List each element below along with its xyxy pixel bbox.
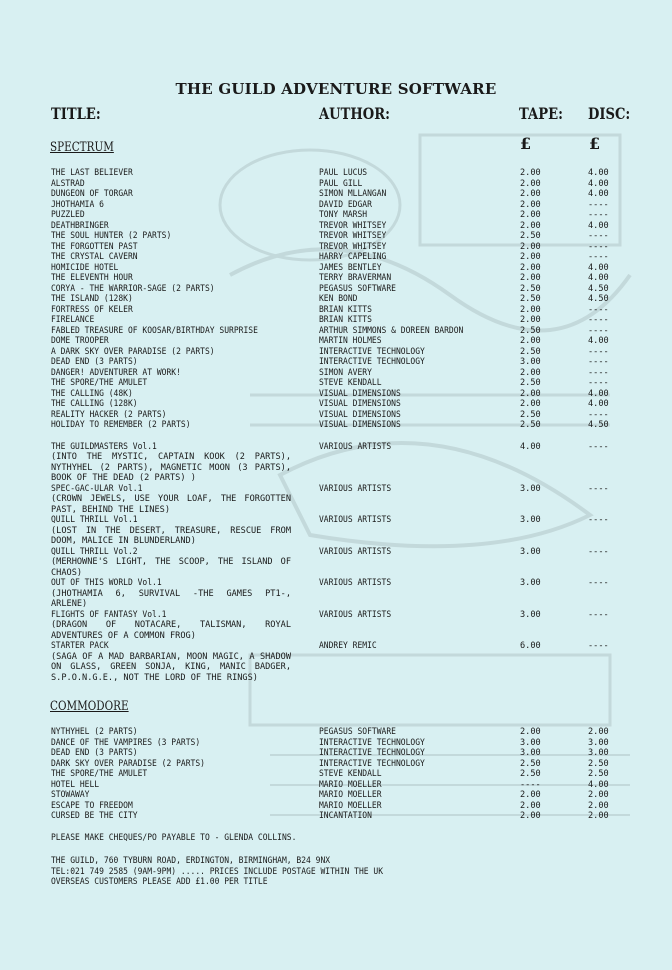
table-row	[0, 326, 672, 337]
disc-price: 2.00	[588, 811, 609, 821]
disc-price: ----	[588, 199, 609, 210]
game-title: CORYA - THE WARRIOR-SAGE (2 PARTS)	[51, 283, 215, 294]
tape-price: 2.00	[520, 262, 541, 273]
table-row	[0, 357, 672, 368]
game-title: FORTRESS OF KELER	[51, 304, 133, 315]
tape-price: 2.50	[520, 409, 541, 420]
address-text: THE GUILD, 760 TYBURN ROAD, ERDINGTON, BIRMINGHAM, B24 9NX	[51, 856, 331, 866]
disc-price: ----	[588, 409, 609, 420]
page-title: THE GUILD ADVENTURE SOFTWARE	[175, 80, 497, 98]
tape-price: 4.00	[520, 441, 541, 452]
table-row	[0, 336, 672, 347]
table-row	[0, 547, 672, 558]
game-author: TREVOR WHITSEY	[319, 220, 387, 231]
tape-price: 6.00	[520, 641, 541, 651]
game-author: MARIO MOELLER	[319, 779, 382, 790]
game-author: KEN BOND	[319, 294, 358, 304]
disc-price: 4.00	[588, 399, 609, 409]
disc-price: 4.00	[588, 779, 609, 790]
game-author: JAMES BENTLEY	[319, 262, 382, 273]
tape-price: 2.00	[520, 388, 541, 399]
game-title: DANCE OF THE VAMPIRES (3 PARTS)	[51, 737, 201, 748]
disc-price: ----	[588, 578, 609, 588]
column-header-disc: DISC:	[588, 104, 631, 123]
disc-price: ----	[588, 210, 609, 220]
game-title: NYTHYHEL (2 PARTS)	[51, 727, 138, 737]
contact-block	[51, 856, 408, 888]
disc-price: 4.50	[588, 294, 609, 304]
cheque-note	[51, 833, 315, 844]
game-author: INCANTATION	[319, 811, 372, 821]
disc-price: 3.00	[588, 748, 609, 758]
game-author: VARIOUS ARTISTS	[319, 515, 392, 525]
game-title: SPEC-GAC-ULAR Vol.1	[51, 483, 143, 494]
disc-price: 2.50	[588, 758, 609, 769]
disc-price: ----	[588, 241, 609, 252]
game-title: OUT OF THIS WORLD Vol.1	[51, 578, 162, 588]
table-row	[0, 221, 672, 232]
table-row	[0, 769, 672, 780]
game-title: ALSTRAD	[51, 178, 85, 189]
game-author: STEVE KENDALL	[319, 378, 382, 388]
table-row	[0, 801, 672, 812]
table-row	[0, 263, 672, 274]
tape-price: 2.50	[520, 283, 541, 294]
tape-price: 2.00	[520, 727, 541, 737]
tape-currency: £	[520, 134, 532, 153]
tape-price: 2.00	[520, 189, 541, 199]
game-author: VISUAL DIMENSIONS	[319, 420, 401, 430]
disc-price: 4.00	[588, 262, 609, 273]
disc-price: ----	[588, 357, 609, 367]
tape-price: 2.00	[520, 178, 541, 189]
game-author: INTERACTIVE TECHNOLOGY	[319, 737, 425, 748]
disc-price: 4.00	[588, 189, 609, 199]
table-row	[0, 168, 672, 179]
table-row	[0, 759, 672, 770]
game-author: PEGASUS SOFTWARE	[319, 283, 397, 294]
table-row	[0, 641, 672, 652]
section-spectrum: SPECTRUM	[50, 140, 114, 155]
game-title: FIRELANCE	[51, 315, 95, 325]
game-title: JHOTHAMIA 6	[51, 199, 104, 210]
game-title: DOME TROOPER	[51, 336, 109, 346]
game-title: QUILL THRILL Vol.1	[51, 515, 138, 525]
disc-price: 4.00	[588, 388, 609, 399]
game-title: DANGER! ADVENTURER AT WORK!	[51, 367, 181, 378]
game-title: THE SPORE/THE AMULET	[51, 769, 148, 779]
disc-price: ----	[588, 231, 609, 241]
table-row	[0, 399, 672, 410]
game-author: MARIO MOELLER	[319, 790, 382, 800]
game-title: HOMICIDE HOTEL	[51, 262, 119, 273]
tape-price: 2.00	[520, 336, 541, 346]
game-author: VARIOUS ARTISTS	[319, 609, 392, 620]
game-title: DEAD END (3 PARTS)	[51, 357, 138, 367]
disc-price: ----	[588, 641, 609, 651]
tape-price: 2.50	[520, 758, 541, 769]
tape-price: 3.00	[520, 515, 541, 525]
game-title: A DARK SKY OVER PARADISE (2 PARTS)	[51, 346, 215, 357]
game-author: VARIOUS ARTISTS	[319, 546, 392, 557]
table-row	[0, 410, 672, 421]
disc-price: ----	[588, 252, 609, 262]
game-author: ANDREY REMIC	[319, 641, 377, 651]
game-author: TERRY BRAVERMAN	[319, 273, 392, 283]
table-row	[0, 284, 672, 295]
game-author: VISUAL DIMENSIONS	[319, 399, 401, 409]
column-header-author: AUTHOR:	[319, 104, 390, 123]
game-title: THE SOUL HUNTER (2 PARTS)	[51, 231, 172, 241]
table-row	[0, 780, 672, 791]
column-header-title: TITLE:	[51, 104, 101, 123]
table-row	[0, 305, 672, 316]
tape-price: 2.50	[520, 325, 541, 336]
compilation-contents: (CROWN JEWELS, USE YOUR LOAF, THE FORGOTTEN PAST, BEHIND THE LINES)	[51, 494, 291, 515]
game-author: SIMON AVERY	[319, 367, 372, 378]
game-author: INTERACTIVE TECHNOLOGY	[319, 748, 425, 758]
tape-price: 3.00	[520, 357, 541, 367]
game-title: FLIGHTS OF FANTASY Vol.1	[51, 609, 167, 620]
tape-price: 2.00	[520, 220, 541, 231]
table-row	[0, 294, 672, 305]
game-author: TREVOR WHITSEY	[319, 231, 387, 241]
tape-price: 2.00	[520, 790, 541, 800]
game-title: HOTEL HELL	[51, 779, 100, 790]
compilation-contents: (DRAGON OF NOTACARE, TALISMAN, ROYAL ADVENTURES OF A COMMON FROG)	[51, 620, 291, 641]
game-title: ESCAPE TO FREEDOM	[51, 800, 133, 811]
tape-price: 3.00	[520, 748, 541, 758]
table-row	[0, 610, 672, 621]
game-title: DEAD END (3 PARTS)	[51, 748, 138, 758]
game-author: BRIAN KITTS	[319, 315, 372, 325]
game-title: REALITY HACKER (2 PARTS)	[51, 409, 167, 420]
game-title: CURSED BE THE CITY	[51, 811, 138, 821]
game-title: PUZZLED	[51, 210, 85, 220]
tape-price: 2.50	[520, 294, 541, 304]
game-author: PAUL LUCUS	[319, 168, 368, 178]
game-author: VISUAL DIMENSIONS	[319, 388, 401, 399]
game-title: THE GUILDMASTERS Vol.1	[51, 441, 157, 452]
table-row	[0, 347, 672, 358]
tape-price: 3.00	[520, 483, 541, 494]
game-author: INTERACTIVE TECHNOLOGY	[319, 758, 425, 769]
disc-price: 3.00	[588, 737, 609, 748]
table-row	[0, 790, 672, 801]
table-row	[0, 231, 672, 242]
commodore-game-list	[0, 727, 672, 822]
game-title: QUILL THRILL Vol.2	[51, 546, 138, 557]
section-commodore: COMMODORE	[50, 699, 129, 714]
game-title: THE CRYSTAL CAVERN	[51, 252, 138, 262]
tape-price: 2.50	[520, 420, 541, 430]
disc-price: 2.00	[588, 800, 609, 811]
tape-price: 2.50	[520, 378, 541, 388]
disc-price: 2.50	[588, 769, 609, 779]
disc-price: 2.00	[588, 727, 609, 737]
tape-price: 2.00	[520, 273, 541, 283]
game-title: DARK SKY OVER PARADISE (2 PARTS)	[51, 758, 205, 769]
disc-price: ----	[588, 515, 609, 525]
game-author: PEGASUS SOFTWARE	[319, 727, 397, 737]
tape-price: 3.00	[520, 609, 541, 620]
game-author: MARIO MOELLER	[319, 800, 382, 811]
game-title: DEATHBRINGER	[51, 220, 109, 231]
game-author: DAVID EDGAR	[319, 199, 372, 210]
disc-price: ----	[588, 315, 609, 325]
disc-currency: £	[589, 134, 601, 153]
table-row	[0, 484, 672, 495]
tape-price: 2.00	[520, 241, 541, 252]
game-title: THE FORGOTTEN PAST	[51, 241, 138, 252]
disc-price: 4.50	[588, 420, 609, 430]
list-spacer	[0, 431, 672, 442]
game-title: THE CALLING (128K)	[51, 399, 138, 409]
game-author: TREVOR WHITSEY	[319, 241, 387, 252]
game-author: VISUAL DIMENSIONS	[319, 409, 401, 420]
disc-price: ----	[588, 378, 609, 388]
tape-price: 2.50	[520, 231, 541, 241]
table-row	[0, 315, 672, 326]
tape-price: 3.00	[520, 737, 541, 748]
game-title: THE SPORE/THE AMULET	[51, 378, 148, 388]
tape-price: 3.00	[520, 578, 541, 588]
game-author: MARTIN HOLMES	[319, 336, 382, 346]
game-author: VARIOUS ARTISTS	[319, 441, 392, 452]
tape-price: 2.50	[520, 769, 541, 779]
tape-price: 3.00	[520, 546, 541, 557]
disc-price: 4.00	[588, 220, 609, 231]
game-author: INTERACTIVE TECHNOLOGY	[319, 357, 425, 367]
table-row	[0, 738, 672, 749]
tape-price: 2.00	[520, 315, 541, 325]
game-title: THE ELEVENTH HOUR	[51, 273, 133, 283]
disc-price: ----	[588, 304, 609, 315]
disc-price: ----	[588, 346, 609, 357]
telephone-text: TEL:021 749 2585 (9AM-9PM) ..... PRICES INCLUDE POSTAGE WITHIN THE UK	[51, 866, 384, 877]
table-row	[0, 389, 672, 400]
table-row	[0, 252, 672, 263]
compilation-contents: (JHOTHAMIA 6, SURVIVAL -THE GAMES PT1-, ARLENE)	[51, 588, 291, 609]
compilation-contents: (INTO THE MYSTIC, CAPTAIN KOOK (2 PARTS), NYTHYHEL (2 PARTS), MAGNETIC MOON (3 PARTS), BOOK OF THE DEAD (2 PARTS) )	[51, 452, 291, 483]
game-author: BRIAN KITTS	[319, 304, 372, 315]
disc-price: 4.00	[588, 178, 609, 189]
tape-price: 2.00	[520, 367, 541, 378]
game-title: DUNGEON OF TORGAR	[51, 189, 133, 199]
game-author: HARRY CAPELING	[319, 252, 387, 262]
column-header-tape: TAPE:	[519, 104, 563, 123]
game-title: THE ISLAND (128K)	[51, 294, 133, 304]
table-row	[0, 200, 672, 211]
tape-price: ----	[520, 779, 541, 790]
game-title: STARTER PACK	[51, 641, 109, 651]
disc-price: 4.00	[588, 336, 609, 346]
table-row	[0, 273, 672, 284]
table-row	[0, 420, 672, 431]
game-title: THE LAST BELIEVER	[51, 168, 133, 178]
game-author: ARTHUR SIMMONS & DOREEN BARDON	[319, 325, 464, 336]
table-row	[0, 748, 672, 759]
tape-price: 2.50	[520, 346, 541, 357]
tape-price: 2.00	[520, 168, 541, 178]
disc-price: ----	[588, 367, 609, 378]
cheque-note-text: PLEASE MAKE CHEQUES/PO PAYABLE TO - GLENDA COLLINS.	[51, 833, 297, 843]
game-title: STOWAWAY	[51, 790, 90, 800]
disc-price: ----	[588, 483, 609, 494]
table-row	[0, 189, 672, 200]
game-title: THE CALLING (48K)	[51, 388, 133, 399]
table-row	[0, 242, 672, 253]
game-author: VARIOUS ARTISTS	[319, 483, 392, 494]
disc-price: ----	[588, 325, 609, 336]
table-row	[0, 811, 672, 822]
table-row	[0, 210, 672, 221]
tape-price: 2.00	[520, 252, 541, 262]
overseas-text: OVERSEAS CUSTOMERS PLEASE ADD £1.00 PER TITLE	[51, 877, 268, 887]
game-title: HOLIDAY TO REMEMBER (2 PARTS)	[51, 420, 191, 430]
disc-price: ----	[588, 546, 609, 557]
table-row	[0, 578, 672, 589]
tape-price: 2.00	[520, 199, 541, 210]
table-row	[0, 515, 672, 526]
disc-price: ----	[588, 609, 609, 620]
tape-price: 2.00	[520, 304, 541, 315]
game-author: INTERACTIVE TECHNOLOGY	[319, 346, 425, 357]
disc-price: 4.00	[588, 168, 609, 178]
compilation-contents: (LOST IN THE DESERT, TREASURE, RESCUE FROM DOOM, MALICE IN BLUNDERLAND)	[51, 525, 291, 546]
table-row	[0, 368, 672, 379]
tape-price: 2.00	[520, 399, 541, 409]
compilation-contents: (MERHOWNE'S LIGHT, THE SCOOP, THE ISLAND OF CHAOS)	[51, 557, 291, 578]
game-title: FABLED TREASURE OF KOOSAR/BIRTHDAY SURPRISE	[51, 325, 258, 336]
game-author: STEVE KENDALL	[319, 769, 382, 779]
spectrum-game-list	[0, 168, 672, 683]
tape-price: 2.00	[520, 210, 541, 220]
tape-price: 2.00	[520, 800, 541, 811]
disc-price: ----	[588, 441, 609, 452]
tape-price: 2.00	[520, 811, 541, 821]
table-row	[0, 179, 672, 190]
disc-price: 2.00	[588, 790, 609, 800]
disc-price: 4.50	[588, 283, 609, 294]
table-row	[0, 442, 672, 453]
table-row	[0, 727, 672, 738]
disc-price: 4.00	[588, 273, 609, 283]
table-row	[0, 378, 672, 389]
game-author: PAUL GILL	[319, 178, 363, 189]
game-author: VARIOUS ARTISTS	[319, 578, 392, 588]
compilation-contents: (SAGA OF A MAD BARBARIAN, MOON MAGIC, A SHADOW ON GLASS, GREEN SONJA, KING, MANIC BADGER, S.P.O.N.G.E., NOT THE LORD OF THE RINGS)	[51, 651, 291, 683]
game-author: SIMON MLLANGAN	[319, 189, 387, 199]
game-author: TONY MARSH	[319, 210, 368, 220]
